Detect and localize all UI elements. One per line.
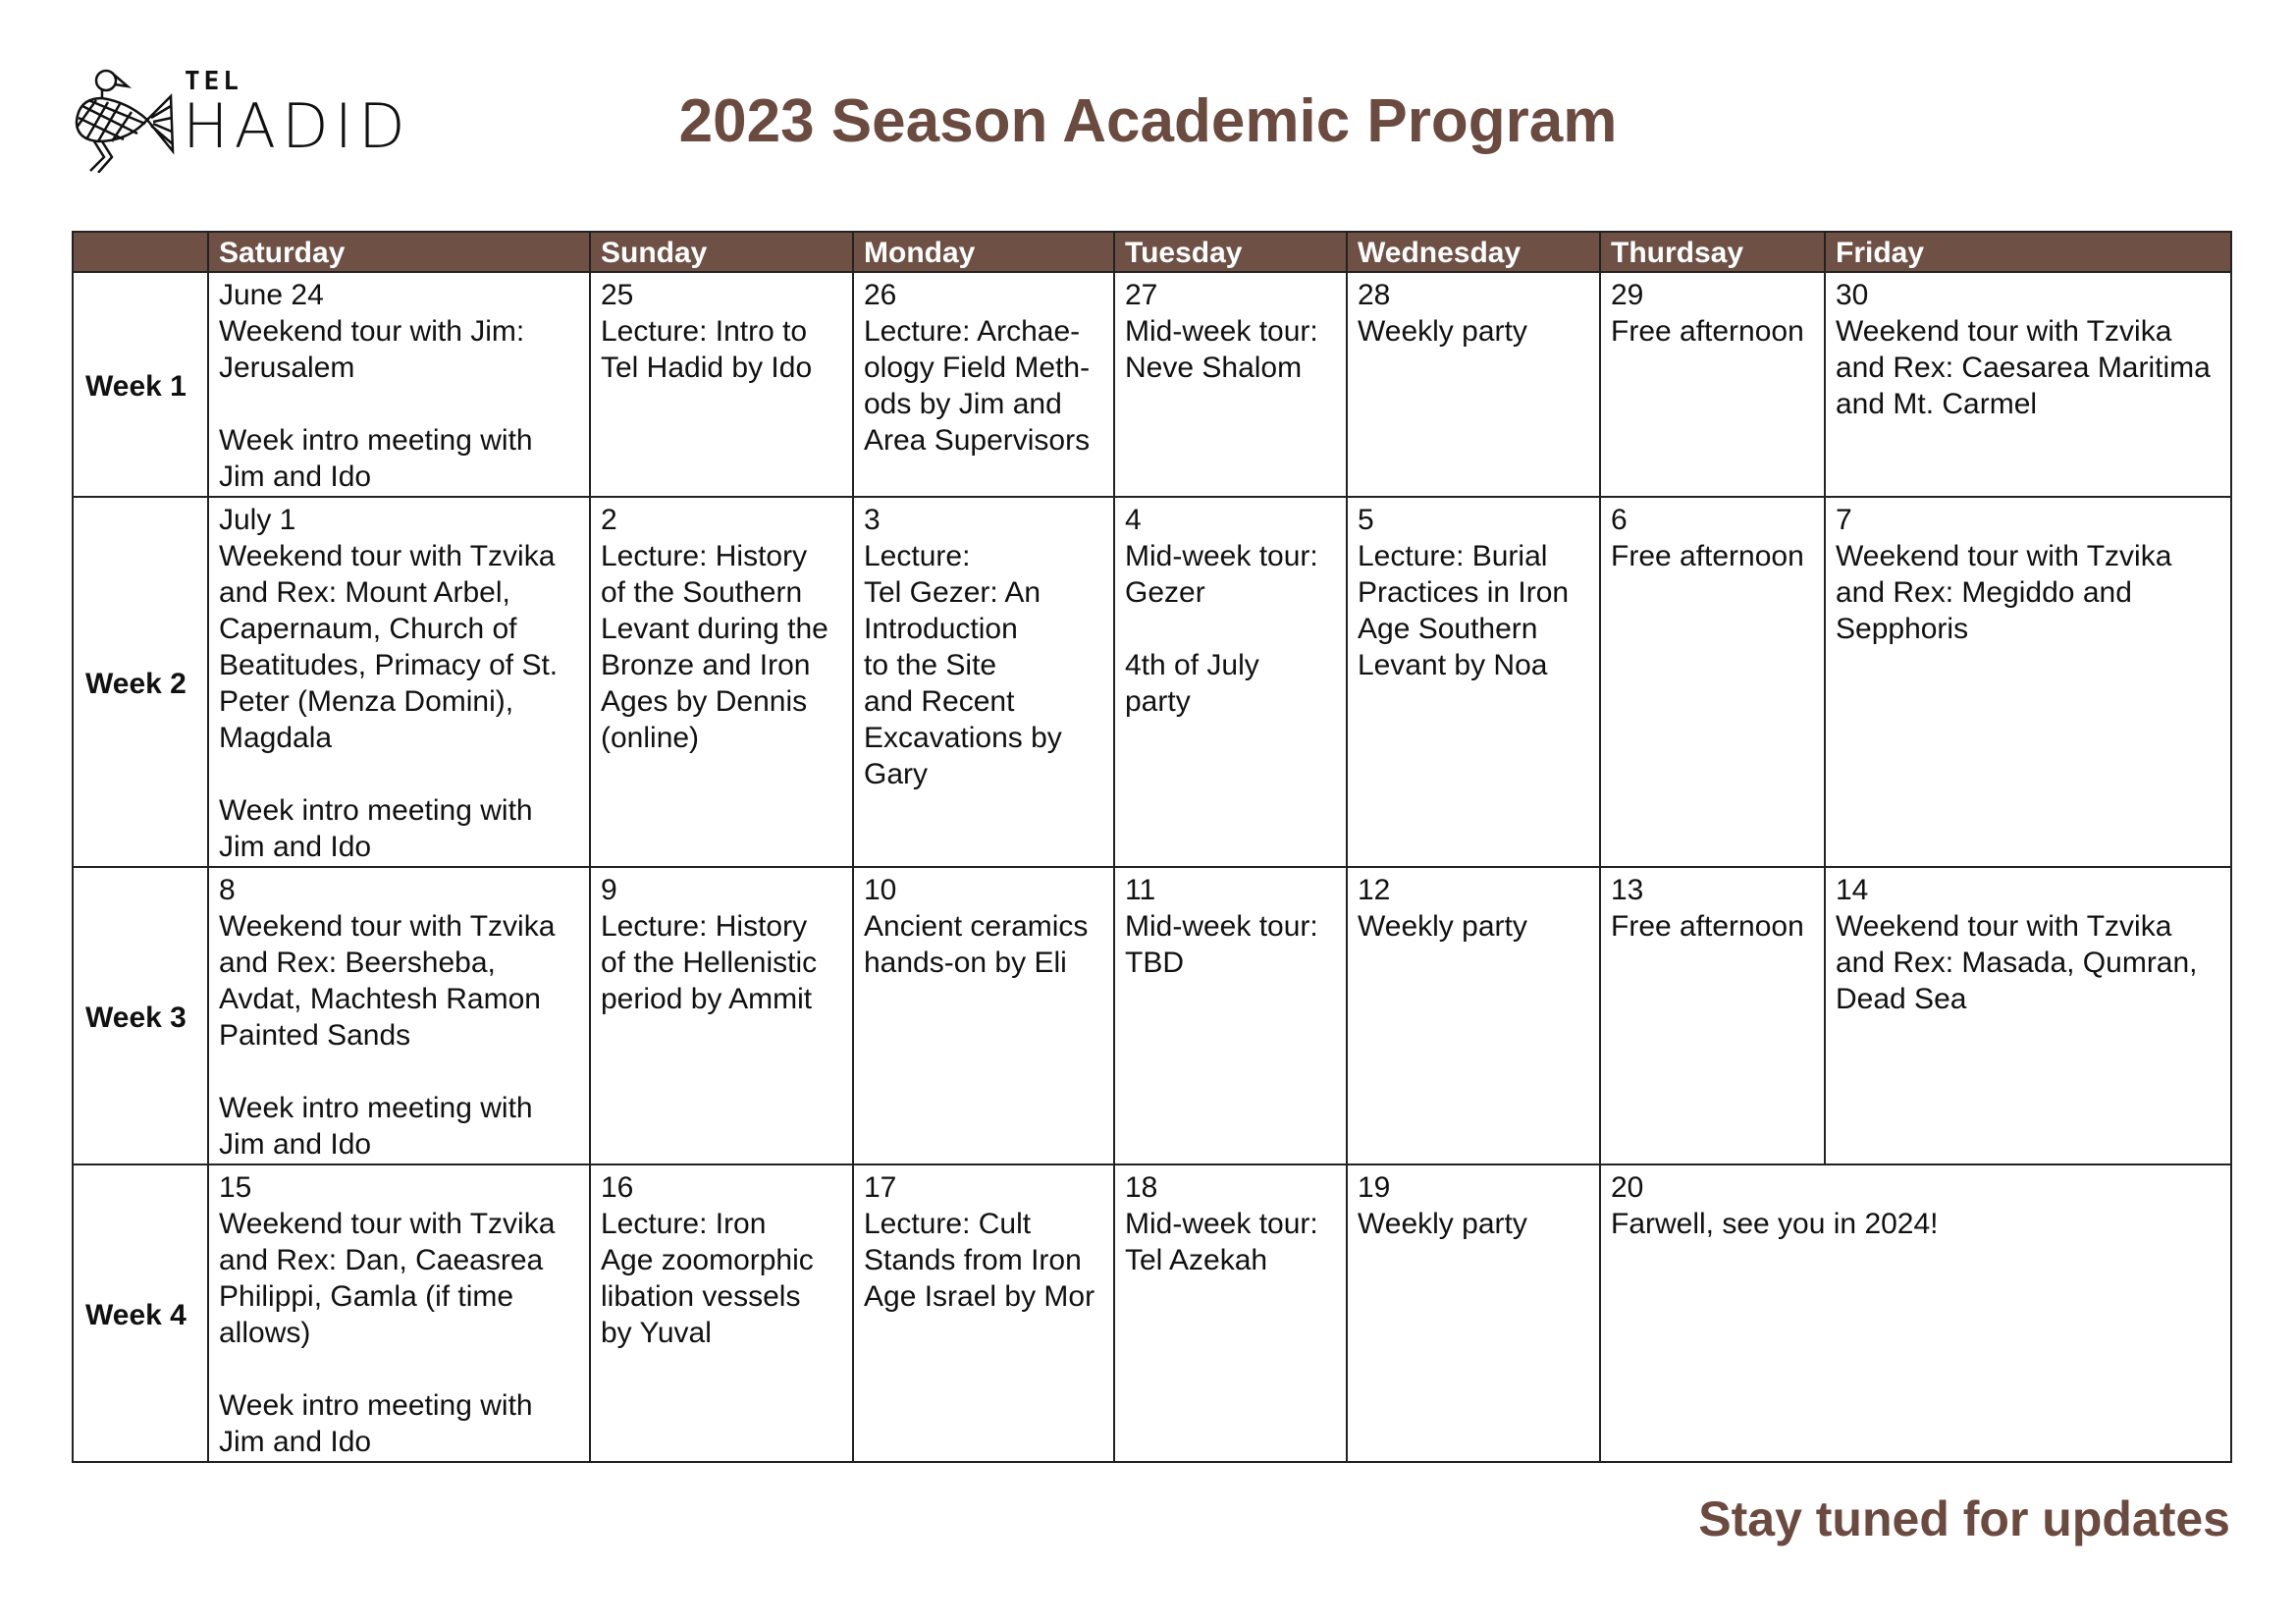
day-header: Wednesday — [1347, 232, 1600, 272]
day-cell: 8 Weekend tour with Tzvika and Rex: Beersheba, Avdat, Machtesh Ramon Painted Sands Week intro meeting with Jim and Ido — [208, 867, 590, 1164]
day-cell: 2 Lecture: History of the Southern Levant during the Bronze and Iron Ages by Dennis (online) — [590, 497, 853, 867]
day-cell: 30 Weekend tour with Tzvika and Rex: Caesarea Maritima and Mt. Carmel — [1825, 272, 2231, 497]
day-cell: 14 Weekend tour with Tzvika and Rex: Masada, Qumran, Dead Sea — [1825, 867, 2231, 1164]
day-cell: 6 Free afternoon — [1600, 497, 1825, 867]
day-cell: 12 Weekly party — [1347, 867, 1600, 1164]
day-cell: 7 Weekend tour with Tzvika and Rex: Megiddo and Sepphoris — [1825, 497, 2231, 867]
day-cell: 16 Lecture: Iron Age zoomorphic libation vessels by Yuval — [590, 1164, 853, 1462]
week-row — [73, 1164, 2231, 1462]
corner-cell — [73, 232, 208, 272]
day-header: Sunday — [590, 232, 853, 272]
day-header: Friday — [1825, 232, 2231, 272]
day-cell: 19 Weekly party — [1347, 1164, 1600, 1462]
day-cell: 27 Mid-week tour: Neve Shalom — [1114, 272, 1347, 497]
day-cell: July 1 Weekend tour with Tzvika and Rex: Mount Arbel, Capernaum, Church of Beatitudes, Primacy of St. Peter (Menza Domini), Magdala Week intro meeting with Jim and Ido — [208, 497, 590, 867]
week-label: Week 4 — [73, 1164, 208, 1462]
day-cell: June 24 Weekend tour with Jim: Jerusalem Week intro meeting with Jim and Ido — [208, 272, 590, 497]
week-label: Week 3 — [73, 867, 208, 1164]
day-cell: 3 Lecture: Tel Gezer: An Introduction to the Site and Recent Excavations by Gary — [853, 497, 1114, 867]
page-title: 2023 Season Academic Program — [678, 87, 1618, 155]
week-row — [73, 867, 2231, 1164]
program-table — [72, 231, 2232, 1463]
logo-large-text: HADID — [183, 90, 411, 162]
week-row — [73, 497, 2231, 867]
day-cell: 18 Mid-week tour: Tel Azekah — [1114, 1164, 1347, 1462]
day-cell: 26 Lecture: Archae- ology Field Meth- ods by Jim and Area Supervisors — [853, 272, 1114, 497]
day-cell: 17 Lecture: Cult Stands from Iron Age Israel by Mor — [853, 1164, 1114, 1462]
week-label: Week 1 — [73, 272, 208, 497]
week-label: Week 2 — [73, 497, 208, 867]
day-cell: 28 Weekly party — [1347, 272, 1600, 497]
header-row — [73, 232, 2231, 272]
day-cell: 5 Lecture: Burial Practices in Iron Age Southern Levant by Noa — [1347, 497, 1600, 867]
footer-note: Stay tuned for updates — [1698, 1491, 2230, 1546]
week-row — [73, 272, 2231, 497]
day-header: Saturday — [208, 232, 590, 272]
day-header: Tuesday — [1114, 232, 1347, 272]
day-cell: 29 Free afternoon — [1600, 272, 1825, 497]
day-cell: 11 Mid-week tour: TBD — [1114, 867, 1347, 1164]
day-header: Thurdsay — [1600, 232, 1825, 272]
day-cell: 13 Free afternoon — [1600, 867, 1825, 1164]
day-cell: 20 Farwell, see you in 2024! — [1600, 1164, 2231, 1462]
day-cell: 25 Lecture: Intro to Tel Hadid by Ido — [590, 272, 853, 497]
logo-small-text: TEL — [185, 67, 242, 96]
day-header: Monday — [853, 232, 1114, 272]
day-cell: 4 Mid-week tour: Gezer 4th of July party — [1114, 497, 1347, 867]
day-cell: 15 Weekend tour with Tzvika and Rex: Dan, Caeasrea Philippi, Gamla (if time allows) Week intro meeting with Jim and Ido — [208, 1164, 590, 1462]
day-cell: 9 Lecture: History of the Hellenistic period by Ammit — [590, 867, 853, 1164]
day-cell: 10 Ancient ceramics hands-on by Eli — [853, 867, 1114, 1164]
